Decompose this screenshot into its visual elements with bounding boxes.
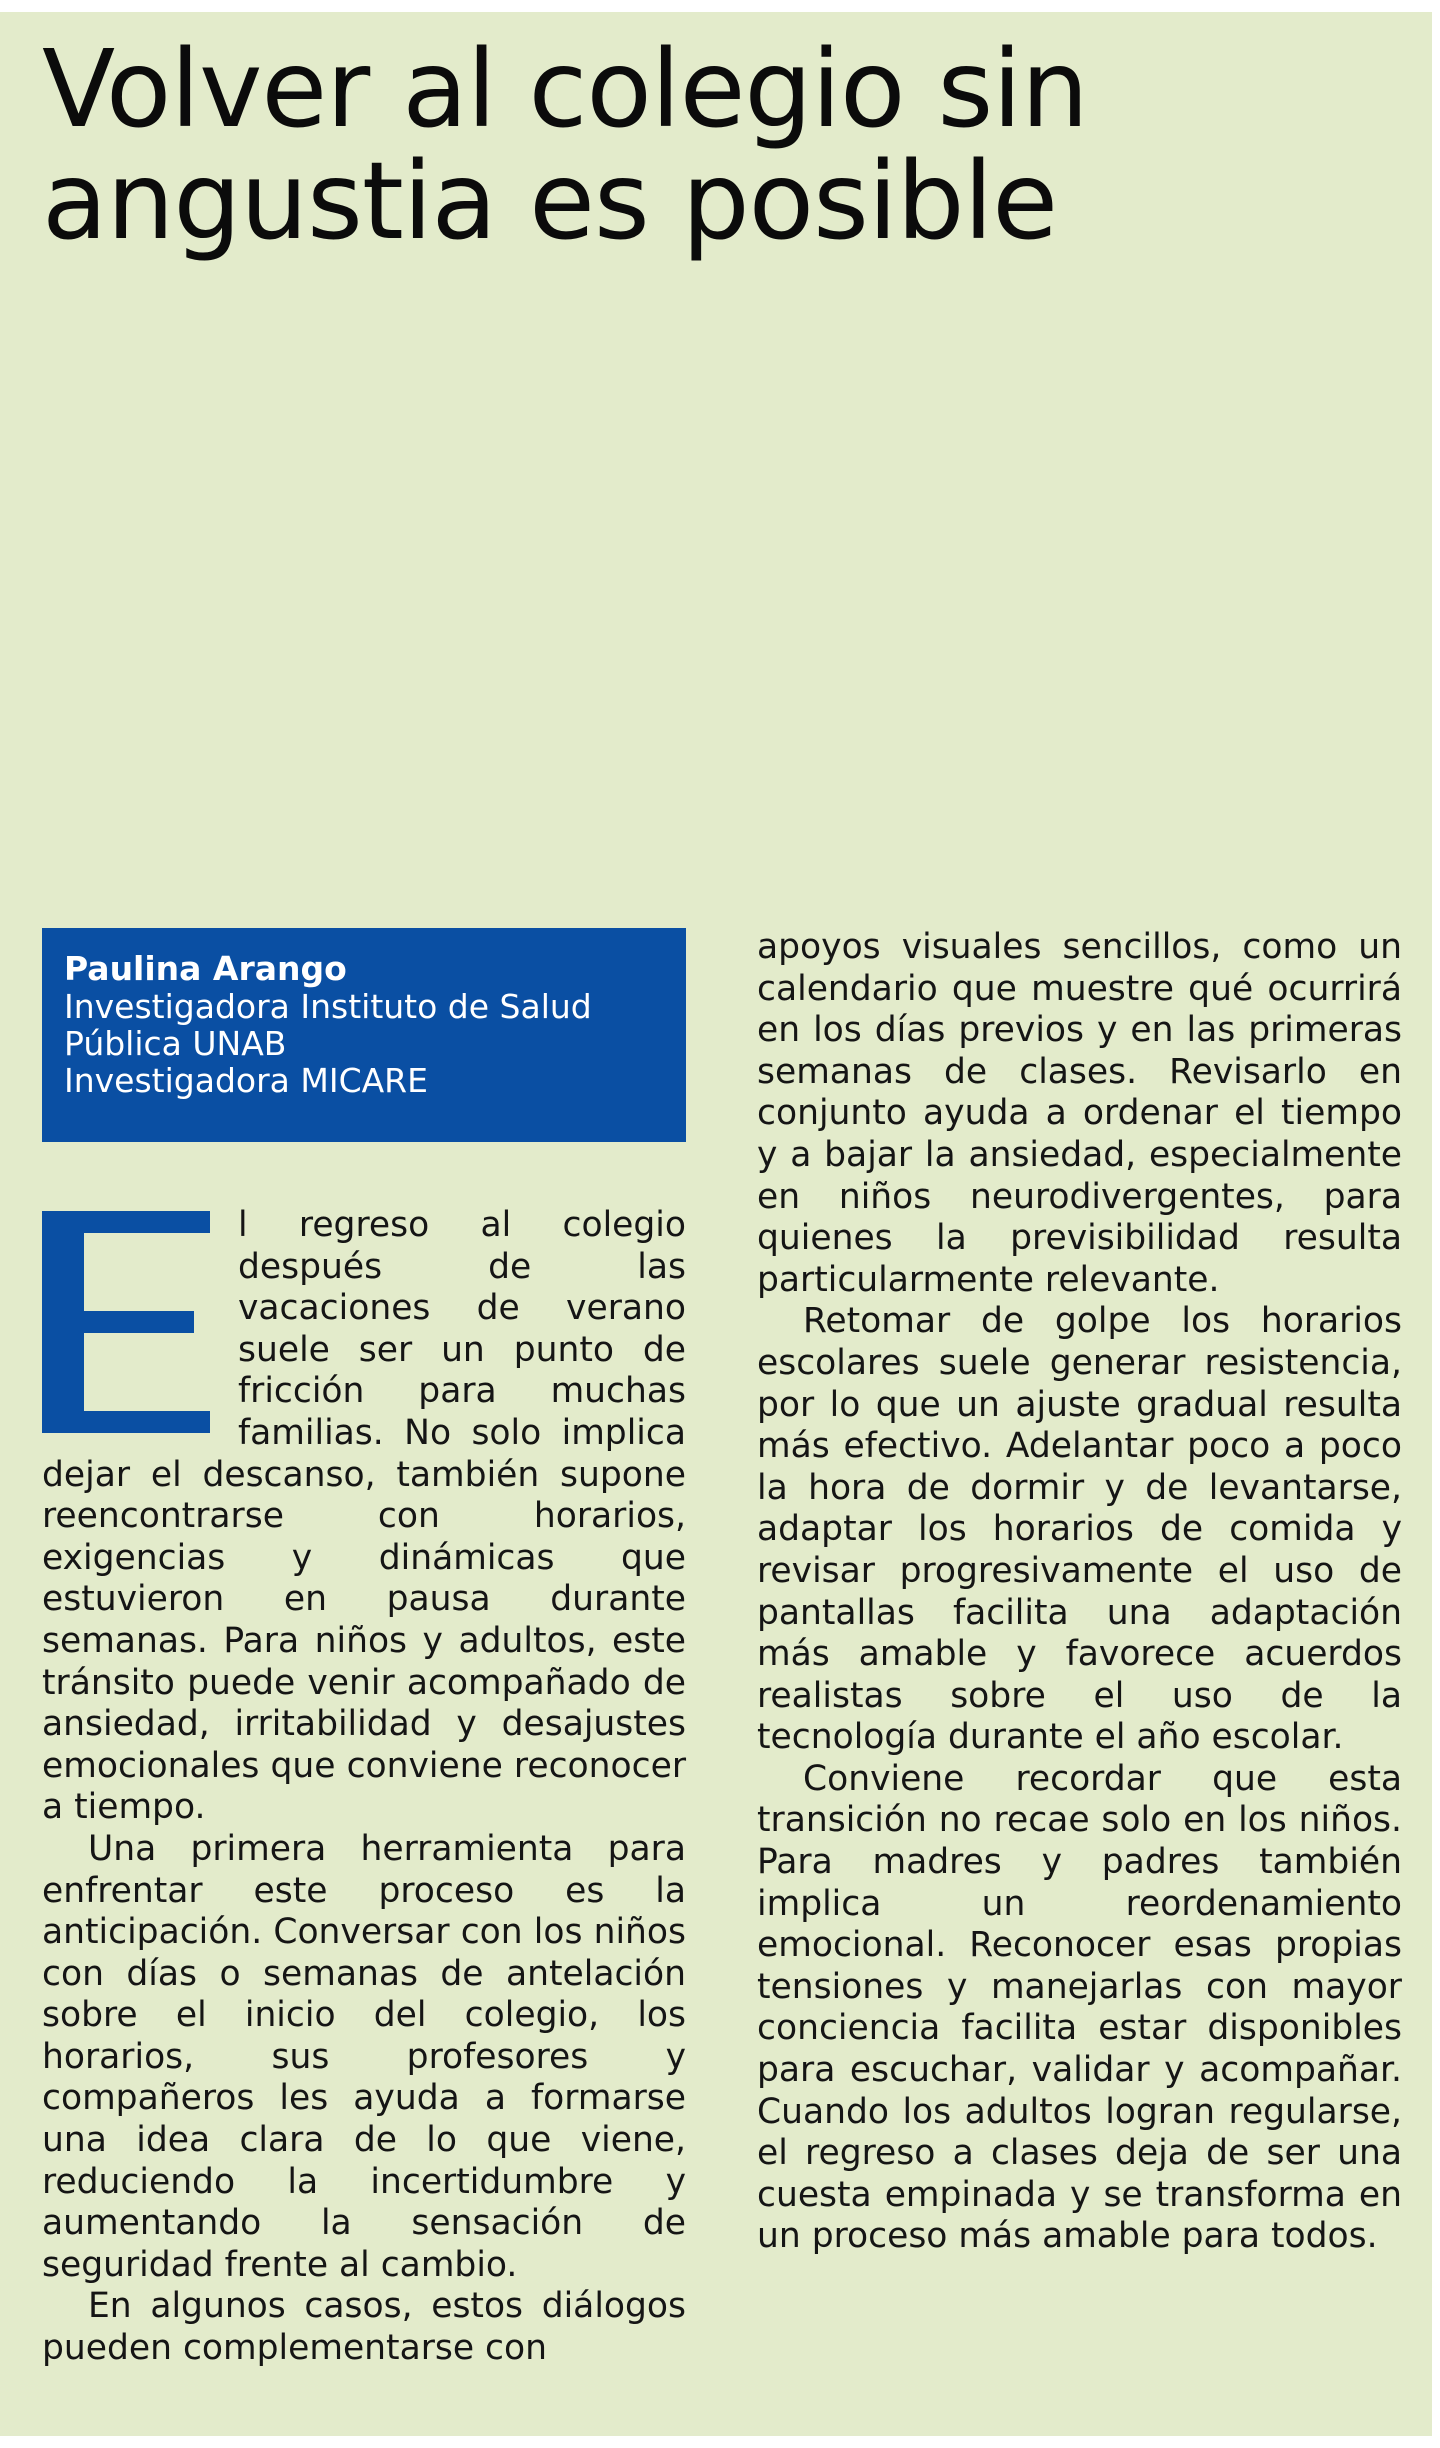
page-edge-bottom	[0, 2436, 1440, 2448]
page-edge-top	[0, 0, 1440, 12]
author-role-line-3: Investigadora MICARE	[64, 1061, 428, 1100]
headline-line-1: Volver al colegio sin	[42, 28, 1088, 152]
paragraph-1: l regreso al colegio después de las vacaciones de verano suele ser un punto de fricción para muchas familias. No solo implica dejar el descanso, también supone reencontrarse con horarios, exigencias y dinámicas que estuvieron en pausa durante semanas. Para niños y adultos, este tránsito puede venir acompañado de ansiedad, irritabilidad y desajustes emocionales que conviene reconocer a tiempo.	[42, 1205, 686, 1828]
author-box	[42, 928, 686, 1142]
paragraph-3-part-2: apoyos visuales sencillos, como un calendario que muestre qué ocurrirá en los días previos y en las primeras semanas de clases. Revisarlo en conjunto ayuda a ordenar el tiempo y a bajar la ansiedad, especialmente en niños neurodivergentes, para quienes la previsibilidad resulta particularmente relevante.	[757, 927, 1402, 1300]
page-edge-right	[1432, 0, 1440, 2448]
paragraph-2: Una primera herramienta para enfrentar este proceso es la anticipación. Conversar con los niños con días o semanas de antelación sobre el inicio del colegio, los horarios, sus profesores y compañeros les ayuda a formarse una idea clara de lo que viene, reduciendo la incertidumbre y aumentando la sensación de seguridad frente al cambio.	[42, 1828, 686, 2285]
author-role-line-1: Investigadora Instituto de Salud	[64, 987, 592, 1026]
paragraph-5: Conviene recordar que esta transición no recae solo en los niños. Para madres y padres también implica un reordenamiento emocional. Reconocer esas propias tensiones y manejarlas con mayor conciencia facilita estar disponibles para escuchar, validar y acompañar. Cuando los adultos logran regularse, el regreso a clases deja de ser una cuesta empinada y se transforma en un proceso más amable para todos.	[757, 1758, 1402, 2257]
author-role-line-2: Pública UNAB	[64, 1024, 287, 1063]
drop-cap	[42, 1211, 210, 1433]
headline-line-2: angustia es posible	[42, 140, 1058, 264]
paragraph-3-part-1: En algunos casos, estos diálogos pueden complementarse con	[42, 2286, 686, 2369]
article-headline	[42, 28, 1242, 264]
paragraph-4: Retomar de golpe los horarios escolares suele generar resistencia, por lo que un ajuste gradual resulta más efectivo. Adelantar poco a poco la hora de dormir y de levantarse, adaptar los horarios de comida y revisar progresivamente el uso de pantallas facilita una adaptación más amable y favorece acuerdos realistas sobre el uso de la tecnología durante el año escolar.	[757, 1301, 1402, 1758]
article-column-left	[42, 1205, 686, 2370]
article-column-right	[757, 927, 1402, 2258]
author-name: Paulina Arango	[64, 949, 347, 988]
